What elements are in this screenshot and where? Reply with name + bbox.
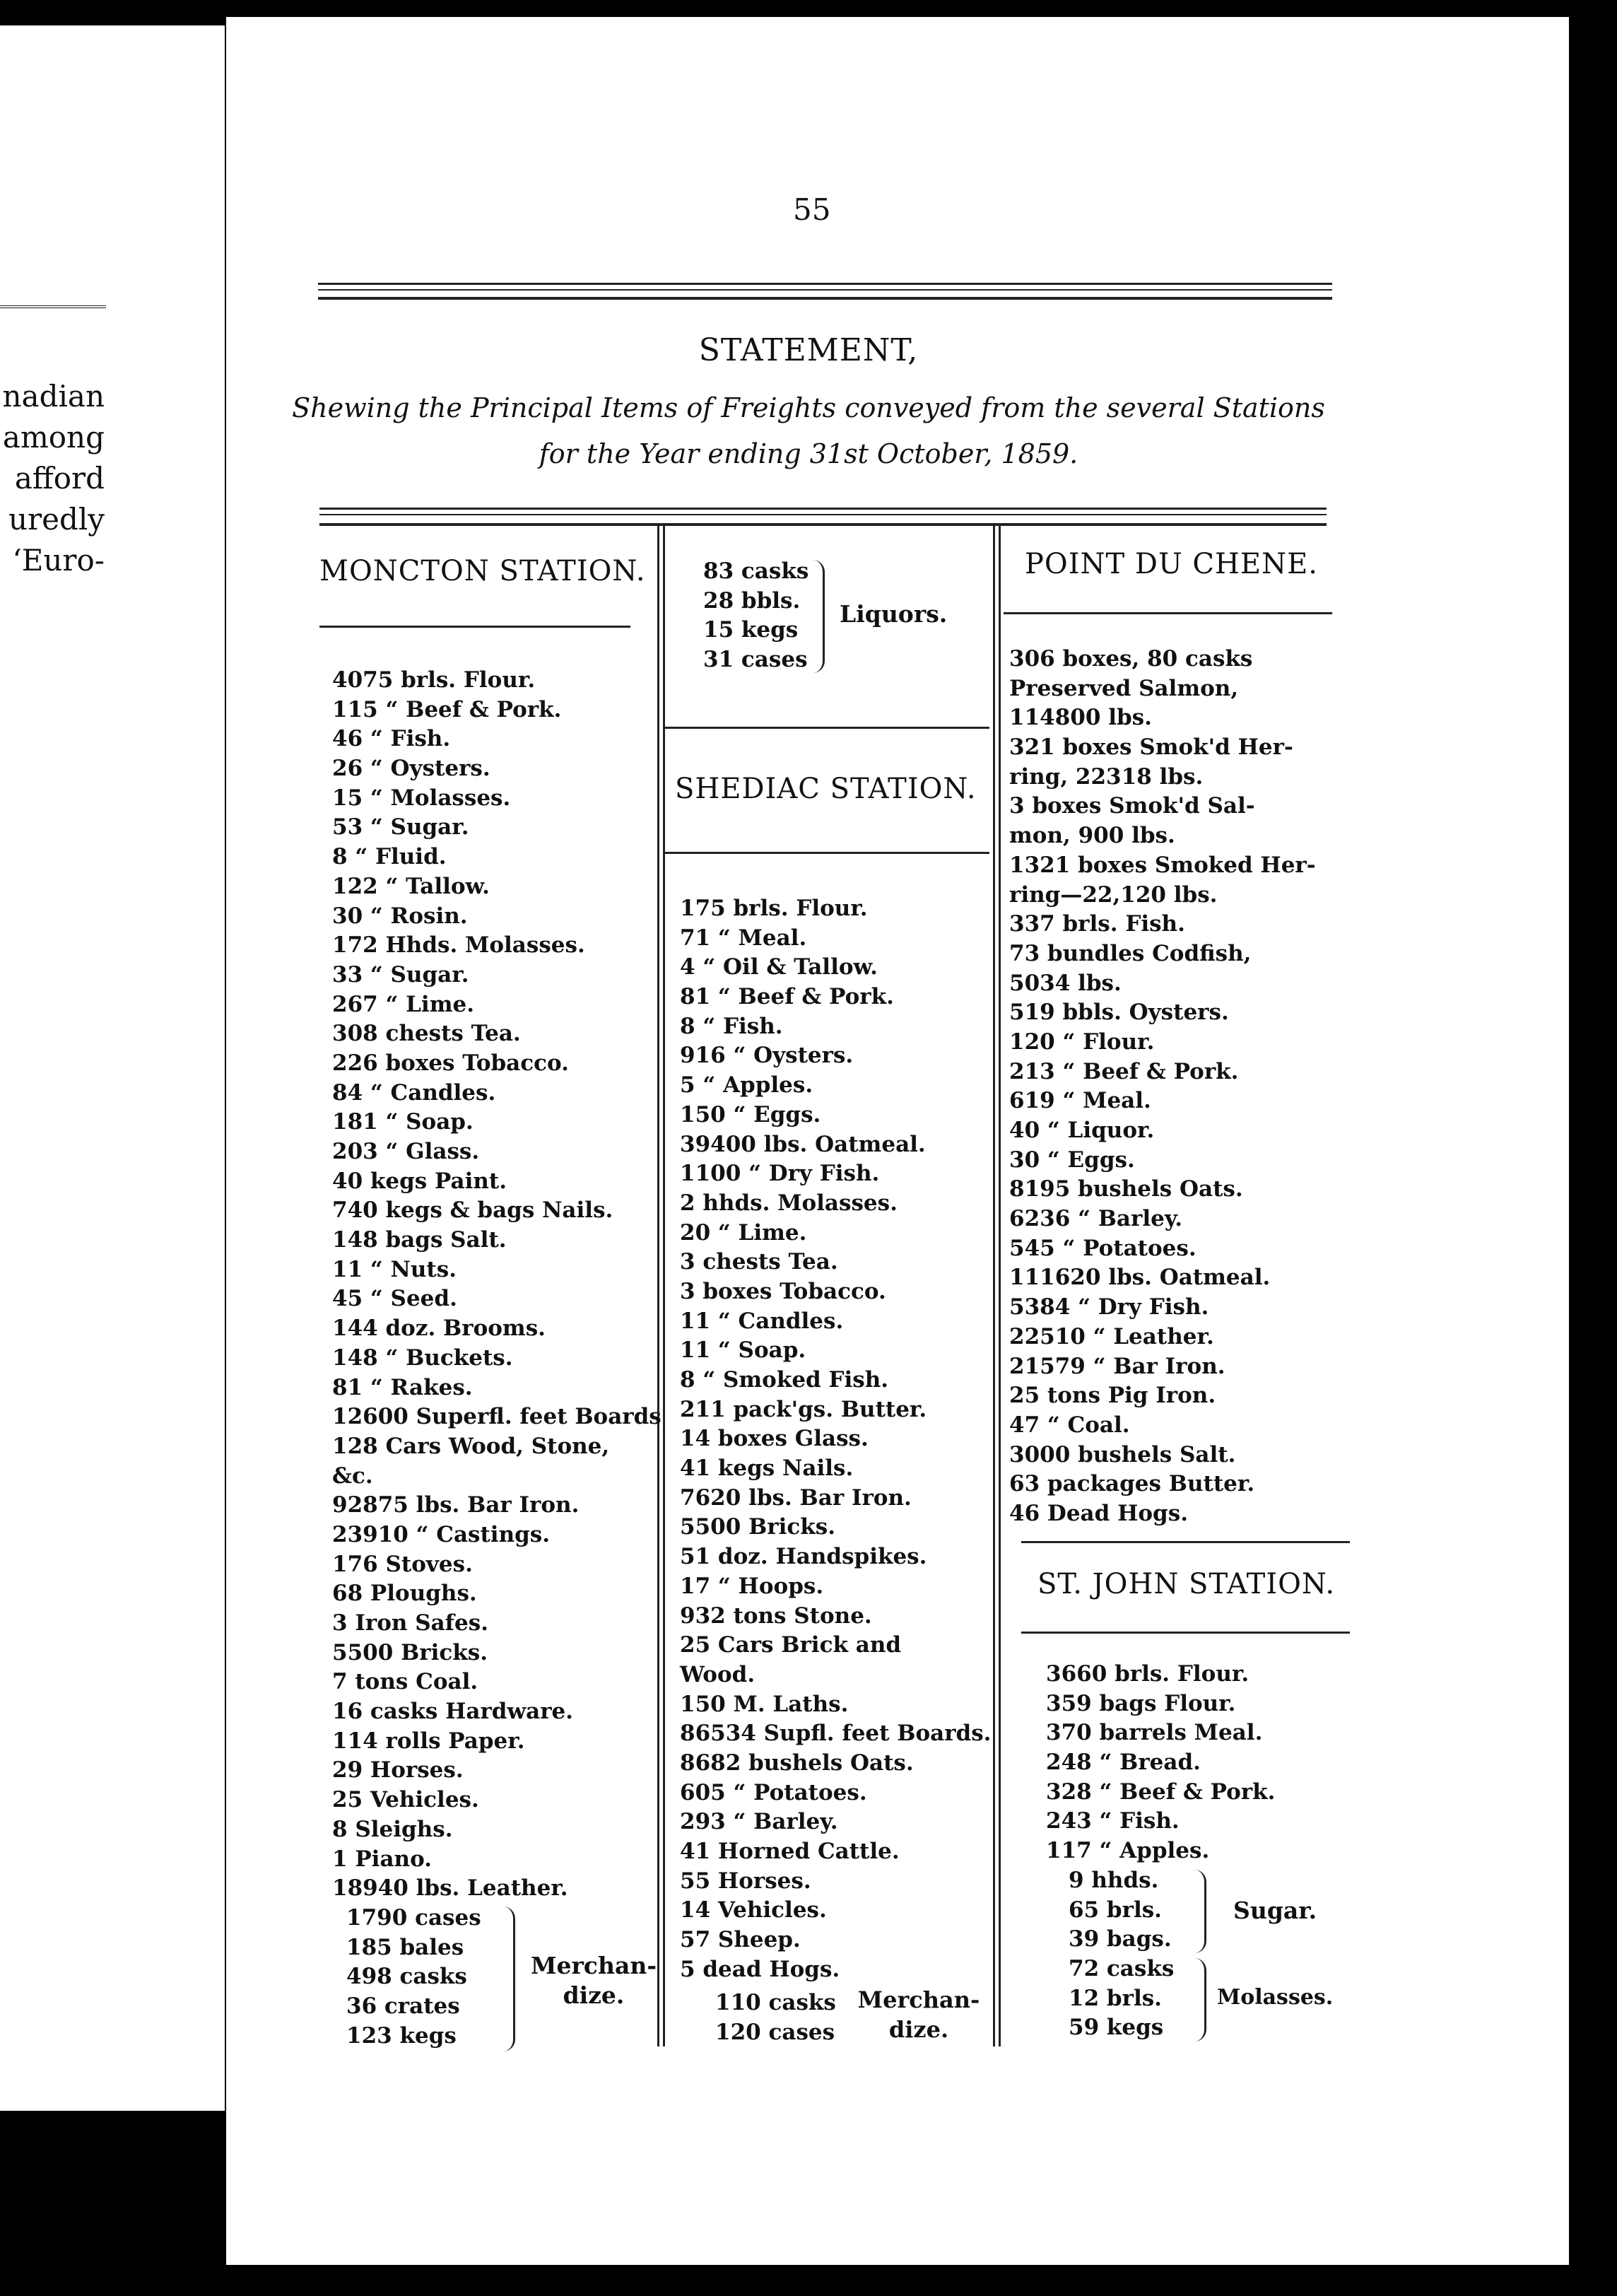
point-du-chene-item-line: 30 “ Eggs.: [1009, 1147, 1135, 1173]
moncton-item-line: 15 “ Molasses.: [332, 785, 511, 811]
st-john-molasses-items: [1069, 1955, 1203, 2043]
point-du-chene-item-line: 25 tons Pig Iron.: [1009, 1383, 1216, 1409]
point-du-chene-item-line: 111620 lbs. Oatmeal.: [1009, 1265, 1271, 1291]
moncton-item-line: 308 chests Tea.: [332, 1021, 521, 1047]
moncton-item-line: 7 tons Coal.: [332, 1669, 478, 1695]
st-john-item-line: 359 bags Flour.: [1046, 1690, 1236, 1716]
st-john-sugar-line: 9 hhds.: [1069, 1868, 1159, 1893]
moncton-item-line: 122 “ Tallow.: [332, 873, 490, 899]
page-number: 55: [793, 192, 831, 227]
moncton-merchandise-items: [346, 1904, 509, 2051]
moncton-merchandise-line: 123 kegs: [346, 2022, 457, 2049]
moncton-item-line: 148 “ Buckets.: [332, 1345, 513, 1371]
shediac-item-line: 932 tons Stone.: [680, 1603, 872, 1629]
point-du-chene-heading: POINT DU CHENE.: [1025, 548, 1318, 580]
moncton-merchandise-line: 185 bales: [346, 1934, 464, 1960]
moncton-item-line: 84 “ Candles.: [332, 1079, 496, 1106]
column-divider: [999, 523, 1001, 2046]
shediac-item-line: 14 Vehicles.: [680, 1897, 827, 1923]
moncton-item-line: 148 bags Salt.: [332, 1227, 507, 1253]
top-double-rule: [318, 283, 1332, 291]
point-du-chene-item-line: 120 “ Flour.: [1009, 1029, 1155, 1055]
shediac-item-line: 605 “ Potatoes.: [680, 1779, 867, 1805]
left-fragment: among: [2, 420, 105, 455]
shediac-item-line: 3 boxes Tobacco.: [680, 1278, 886, 1304]
point-du-chene-item-line: 337 brls. Fish.: [1009, 911, 1185, 937]
shediac-item-line: 25 Cars Brick and: [680, 1632, 902, 1658]
point-du-chene-item-line: ring, 22318 lbs.: [1009, 763, 1204, 790]
st-john-molasses-brace: [1194, 1958, 1206, 2042]
shediac-item-line: Wood.: [680, 1661, 755, 1687]
liquor-line: 31 cases: [703, 647, 808, 673]
moncton-merchandise-line: 498 casks: [346, 1964, 467, 1990]
point-du-chene-item-line: 1321 boxes Smoked Her-: [1009, 852, 1316, 878]
shediac-item-line: 71 “ Meal.: [680, 925, 807, 951]
moncton-item-line: 26 “ Oysters.: [332, 756, 490, 782]
moncton-item-line: 16 casks Hardware.: [332, 1699, 574, 1725]
moncton-item-line: 12600 Superfl. feet Boards: [332, 1404, 662, 1430]
point-du-chene-item-line: 114800 lbs.: [1009, 705, 1152, 731]
shediac-item-line: 5 dead Hogs.: [680, 1956, 840, 1982]
moncton-item-line: 5500 Bricks.: [332, 1639, 488, 1665]
shediac-item-line: 150 “ Eggs.: [680, 1101, 821, 1128]
point-du-chene-item-line: 8195 bushels Oats.: [1009, 1176, 1243, 1202]
moncton-item-line: 176 Stoves.: [332, 1551, 473, 1577]
point-du-chene-item-line: ring—22,120 lbs.: [1009, 882, 1218, 908]
liquor-line: 83 casks: [703, 558, 809, 584]
point-du-chene-item-line: 40 “ Liquor.: [1009, 1118, 1155, 1143]
shediac-item-line: 8682 bushels Oats.: [680, 1750, 914, 1776]
moncton-item-line: 1 Piano.: [332, 1846, 432, 1872]
statement-title: STATEMENT,: [698, 332, 919, 368]
shediac-merchandise-line: 110 casks: [715, 1990, 836, 2015]
shediac-item-line: 39400 lbs. Oatmeal.: [680, 1131, 926, 1157]
moncton-item-line: 4075 brls. Flour.: [332, 667, 536, 693]
moncton-merchandise-brace: [503, 1906, 515, 2051]
point-du-chene-item-line: 3 boxes Smok'd Sal-: [1009, 793, 1255, 819]
moncton-item-line: 226 boxes Tobacco.: [332, 1050, 569, 1076]
moncton-item-line: 40 kegs Paint.: [332, 1168, 507, 1194]
point-du-chene-items: [1009, 645, 1341, 1529]
moncton-item-line: 23910 “ Castings.: [332, 1521, 551, 1547]
shediac-merchandise-line: 120 cases: [715, 2019, 835, 2045]
left-fragment: nadian: [2, 379, 105, 414]
shediac-item-line: 51 doz. Handspikes.: [680, 1544, 927, 1570]
liquor-items: [703, 557, 816, 675]
st-john-sugar-line: 65 brls.: [1069, 1897, 1162, 1923]
point-du-chene-item-line: mon, 900 lbs.: [1009, 823, 1175, 849]
point-du-chene-item-line: 22510 “ Leather.: [1009, 1323, 1214, 1349]
point-du-chene-item-line: 306 boxes, 80 casks: [1009, 646, 1253, 672]
st-john-item-line: 243 “ Fish.: [1046, 1808, 1180, 1834]
left-fragment: afford: [14, 461, 105, 496]
shediac-item-line: 81 “ Beef & Pork.: [680, 984, 894, 1010]
point-du-chene-item-line: 3000 bushels Salt.: [1009, 1441, 1236, 1468]
shediac-item-line: 57 Sheep.: [680, 1927, 801, 1953]
left-fragment: ‘Euro-: [12, 543, 105, 578]
st-john-item-line: 370 barrels Meal.: [1046, 1720, 1263, 1746]
moncton-item-line: 128 Cars Wood, Stone,: [332, 1433, 610, 1459]
moncton-item-line: 144 doz. Brooms.: [332, 1316, 546, 1342]
moncton-heading: MONCTON STATION.: [319, 555, 646, 587]
st-john-item-line: 3660 brls. Flour.: [1046, 1661, 1250, 1687]
shediac-item-line: 14 boxes Glass.: [680, 1426, 869, 1452]
shediac-item-line: 41 kegs Nails.: [680, 1456, 854, 1482]
shediac-item-line: 7620 lbs. Bar Iron.: [680, 1484, 912, 1511]
point-du-chene-item-line: 46 Dead Hogs.: [1009, 1500, 1188, 1526]
liquor-rule: [664, 727, 989, 729]
point-du-chene-item-line: 619 “ Meal.: [1009, 1088, 1151, 1114]
moncton-item-line: 203 “ Glass.: [332, 1139, 480, 1164]
st-john-sugar-line: 39 bags.: [1069, 1926, 1172, 1952]
st-john-molasses-label: Molasses.: [1217, 1985, 1334, 2010]
st-john-sugar-brace: [1194, 1870, 1206, 1953]
shediac-merchandise-label-text: Merchan- dize.: [857, 1986, 980, 2043]
point-du-chene-heading-rule: [1004, 612, 1332, 614]
point-du-chene-item-line: 47 “ Coal.: [1009, 1412, 1130, 1438]
moncton-item-line: 81 “ Rakes.: [332, 1374, 473, 1400]
st-john-item-line: 248 “ Bread.: [1046, 1750, 1201, 1776]
moncton-item-line: 29 Horses.: [332, 1757, 464, 1784]
shediac-item-line: 11 “ Soap.: [680, 1337, 806, 1364]
st-john-sugar-label: Sugar.: [1233, 1897, 1317, 1924]
left-page-rule: [0, 305, 106, 308]
point-du-chene-end-rule: [1021, 1541, 1350, 1543]
shediac-item-line: 150 M. Laths.: [680, 1691, 849, 1717]
shediac-item-line: 211 pack'gs. Butter.: [680, 1396, 927, 1422]
point-du-chene-item-line: 6236 “ Barley.: [1009, 1206, 1183, 1232]
moncton-item-line: 181 “ Soap.: [332, 1109, 474, 1135]
point-du-chene-item-line: 545 “ Potatoes.: [1009, 1235, 1196, 1261]
moncton-item-line: 267 “ Lime.: [332, 991, 475, 1017]
point-du-chene-item-line: 519 bbls. Oysters.: [1009, 1000, 1229, 1026]
shediac-item-line: 5 “ Apples.: [680, 1072, 813, 1099]
shediac-items: [680, 894, 991, 1984]
moncton-item-line: 8 Sleighs.: [332, 1816, 453, 1842]
liquor-line: 15 kegs: [703, 617, 799, 643]
shediac-item-line: 17 “ Hoops.: [680, 1573, 824, 1599]
moncton-merchandise-label-text: Merchan- dize.: [530, 1952, 657, 2009]
point-du-chene-item-line: 321 boxes Smok'd Her-: [1009, 734, 1293, 761]
moncton-item-line: 30 “ Rosin.: [332, 903, 468, 929]
moncton-item-line: 3 Iron Safes.: [332, 1610, 488, 1636]
moncton-item-line: 46 “ Fish.: [332, 726, 451, 752]
moncton-item-line: 740 kegs & bags Nails.: [332, 1197, 613, 1224]
moncton-merchandise-line: 1790 cases: [346, 1905, 481, 1931]
moncton-item-line: 68 Ploughs.: [332, 1581, 477, 1607]
moncton-item-line: 18940 lbs. Leather.: [332, 1875, 568, 1902]
point-du-chene-item-line: 5384 “ Dry Fish.: [1009, 1294, 1209, 1320]
moncton-item-line: 92875 lbs. Bar Iron.: [332, 1492, 580, 1518]
shediac-heading: SHEDIAC STATION.: [675, 773, 977, 805]
moncton-item-line: 114 rolls Paper.: [332, 1728, 525, 1754]
moncton-item-line: 8 “ Fluid.: [332, 844, 447, 870]
shediac-merchandise-label: [848, 1985, 989, 2044]
shediac-item-line: 1100 “ Dry Fish.: [680, 1161, 880, 1187]
st-john-item-line: 328 “ Beef & Pork.: [1046, 1779, 1276, 1805]
moncton-item-line: 115 “ Beef & Pork.: [332, 696, 562, 722]
moncton-item-line: &c.: [332, 1463, 373, 1489]
header-double-rule: [319, 508, 1327, 515]
shediac-merchandise-items: [715, 1988, 849, 2047]
shediac-item-line: 8 “ Fish.: [680, 1013, 783, 1039]
moncton-item-line: 25 Vehicles.: [332, 1787, 479, 1813]
shediac-item-line: 2 hhds. Molasses.: [680, 1190, 898, 1216]
shediac-item-line: 5500 Bricks.: [680, 1514, 835, 1540]
statement-subtitle-line2: for the Year ending 31st October, 1859.: [539, 438, 1078, 469]
header-rule: [319, 523, 1327, 526]
moncton-merchandise-label: [523, 1951, 664, 2010]
shediac-heading-rule: [664, 852, 989, 854]
moncton-heading-rule: [319, 626, 630, 628]
liquor-brace: [813, 560, 825, 673]
statement-subtitle-line1: Shewing the Principal Items of Freights conveyed from the several Stations: [292, 392, 1325, 423]
point-du-chene-item-line: 5034 lbs.: [1009, 970, 1122, 996]
shediac-item-line: 293 “ Barley.: [680, 1809, 838, 1835]
shediac-item-line: 916 “ Oysters.: [680, 1043, 854, 1069]
shediac-item-line: 20 “ Lime.: [680, 1219, 807, 1246]
point-du-chene-item-line: 73 bundles Codfish,: [1009, 940, 1252, 966]
st-john-heading: ST. JOHN STATION.: [1037, 1568, 1336, 1600]
st-john-molasses-line: 12 brls.: [1069, 1985, 1162, 2011]
shediac-item-line: 8 “ Smoked Fish.: [680, 1367, 889, 1393]
column-divider: [993, 523, 995, 2046]
shediac-item-line: 11 “ Candles.: [680, 1308, 844, 1334]
moncton-items: [332, 666, 664, 1904]
top-rule: [318, 297, 1332, 300]
moncton-item-line: 53 “ Sugar.: [332, 814, 469, 840]
moncton-item-line: 11 “ Nuts.: [332, 1256, 457, 1282]
st-john-item-line: 117 “ Apples.: [1046, 1838, 1210, 1864]
st-john-items: [1046, 1660, 1350, 1866]
shediac-item-line: 175 brls. Flour.: [680, 896, 868, 921]
shediac-item-line: 3 chests Tea.: [680, 1249, 838, 1275]
st-john-sugar-items: [1069, 1866, 1203, 1955]
shediac-item-line: 55 Horses.: [680, 1868, 811, 1894]
shediac-item-line: 4 “ Oil & Tallow.: [680, 954, 878, 980]
st-john-heading-rule: [1021, 1632, 1350, 1634]
shediac-item-line: 86534 Supfl. feet Boards.: [680, 1721, 992, 1747]
left-fragment: uredly: [8, 502, 105, 537]
st-john-molasses-line: 59 kegs: [1069, 2015, 1164, 2041]
point-du-chene-item-line: Preserved Salmon,: [1009, 675, 1239, 701]
moncton-item-line: 172 Hhds. Molasses.: [332, 932, 585, 959]
point-du-chene-item-line: 213 “ Beef & Pork.: [1009, 1058, 1239, 1084]
liquor-label: Liquors.: [840, 600, 948, 628]
st-john-molasses-line: 72 casks: [1069, 1956, 1175, 1981]
moncton-merchandise-line: 36 crates: [346, 1993, 460, 2020]
point-du-chene-item-line: 21579 “ Bar Iron.: [1009, 1353, 1225, 1379]
shediac-item-line: 41 Horned Cattle.: [680, 1839, 900, 1864]
point-du-chene-item-line: 63 packages Butter.: [1009, 1471, 1255, 1497]
liquor-line: 28 bbls.: [703, 587, 801, 614]
moncton-item-line: 45 “ Seed.: [332, 1286, 457, 1312]
moncton-item-line: 33 “ Sugar.: [332, 961, 469, 988]
